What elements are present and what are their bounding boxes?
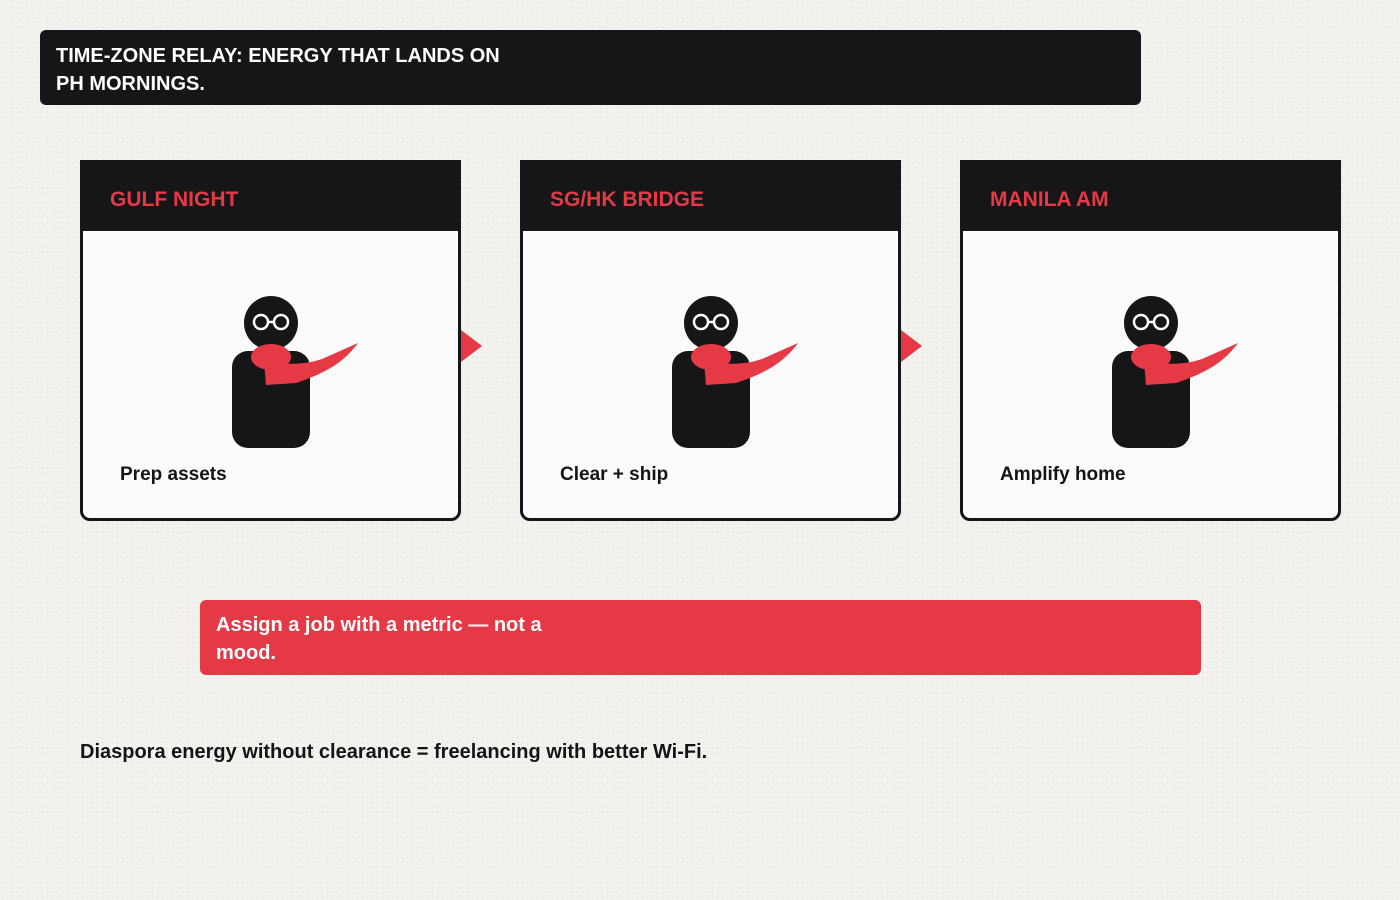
page-title: TIME-ZONE RELAY: ENERGY THAT LANDS ON PH MORNINGS. [56, 45, 500, 95]
arrow-right-icon [461, 330, 482, 362]
stage-header [83, 163, 458, 231]
stage-panel-gulf-night [80, 160, 461, 521]
title-banner [40, 30, 1141, 105]
stage-label: GULF NIGHT [110, 188, 239, 211]
stage-caption: Clear + ship [560, 464, 669, 485]
stage-label: MANILA AM [990, 188, 1109, 211]
scarf-figure-icon [228, 293, 358, 453]
stage-label: SG/HK BRIDGE [550, 188, 705, 211]
stage-header [963, 163, 1338, 231]
footer-note: Diaspora energy without clearance = freelancing with better Wi-Fi. [80, 741, 708, 763]
arrow-right-icon [901, 330, 922, 362]
stage-panel-sg-hk-bridge [520, 160, 901, 521]
callout-banner [200, 600, 1201, 675]
stage-header [523, 163, 898, 231]
callout-text: Assign a job with a metric — not a mood. [216, 614, 542, 664]
stage-caption: Prep assets [120, 464, 227, 485]
scarf-figure-icon [668, 293, 798, 453]
stage-panel-manila-am [960, 160, 1341, 521]
stage-caption: Amplify home [1000, 464, 1126, 485]
scarf-figure-icon [1108, 293, 1238, 453]
